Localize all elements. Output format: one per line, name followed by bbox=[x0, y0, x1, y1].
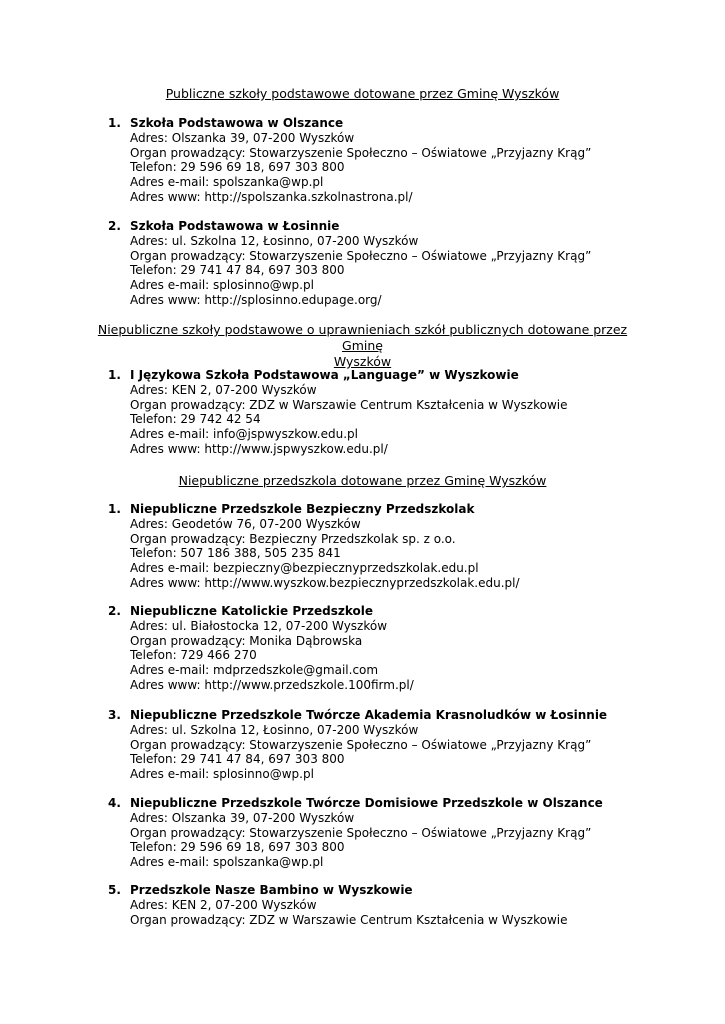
email-line: Adres e-mail: spolszanka@wp.pl bbox=[130, 175, 324, 190]
email-line: Adres e-mail: mdprzedszkole@gmail.com bbox=[130, 663, 379, 678]
list-item bbox=[108, 883, 668, 927]
item-number: 2. bbox=[108, 219, 121, 233]
organ-line: Organ prowadzący: ZDZ w Warszawie Centrum Kształcenia w Wyszkowie bbox=[130, 912, 568, 927]
address-line: Adres: KEN 2, 07-200 Wyszków bbox=[130, 383, 317, 397]
item-number: 3. bbox=[108, 708, 121, 722]
item-number: 4. bbox=[108, 796, 121, 810]
email-line: Adres e-mail: splosinno@wp.pl bbox=[130, 278, 314, 293]
email-line: Adres e-mail: bezpieczny@bezpiecznyprzedszkolak.edu.pl bbox=[130, 561, 479, 576]
organ-line: Organ prowadzący: Stowarzyszenie Społeczno – Oświatowe „Przyjazny Krąg” bbox=[130, 737, 592, 752]
item-title: Niepubliczne Przedszkole Twórcze Akademia Krasnoludków w Łosinnie bbox=[130, 708, 608, 722]
address-line: Adres: ul. Szkolna 12, Łosinno, 07-200 Wyszków bbox=[130, 234, 419, 248]
address-line: Adres: ul. Szkolna 12, Łosinno, 07-200 Wyszków bbox=[130, 723, 419, 737]
list-item bbox=[108, 116, 668, 205]
list-item bbox=[108, 219, 668, 308]
email-line: Adres e-mail: spolszanka@wp.pl bbox=[130, 855, 324, 870]
heading-line: Wyszków bbox=[333, 354, 392, 369]
organ-line: Organ prowadzący: Bezpieczny Przedszkolak sp. z o.o. bbox=[130, 531, 456, 546]
list-item bbox=[108, 796, 668, 870]
phone-line: Telefon: 29 596 69 18, 697 303 800 bbox=[130, 160, 345, 175]
email-line: Adres e-mail: info@jspwyszkow.edu.pl bbox=[130, 427, 358, 442]
www-line: Adres www: http://spolszanka.szkolnastrona.pl/ bbox=[130, 189, 413, 204]
email-line: Adres e-mail: splosinno@wp.pl bbox=[130, 767, 314, 782]
address-line: Adres: KEN 2, 07-200 Wyszków bbox=[130, 898, 317, 912]
item-number: 1. bbox=[108, 116, 121, 130]
item-title: Szkoła Podstawowa w Łosinnie bbox=[130, 219, 340, 233]
organ-line: Organ prowadzący: Stowarzyszenie Społeczno – Oświatowe „Przyjazny Krąg” bbox=[130, 825, 592, 840]
item-number: 2. bbox=[108, 604, 121, 618]
address-line: Adres: ul. Białostocka 12, 07-200 Wyszków bbox=[130, 619, 388, 633]
item-title: Przedszkole Nasze Bambino w Wyszkowie bbox=[130, 883, 413, 897]
item-title: Niepubliczne Katolickie Przedszkole bbox=[130, 604, 374, 618]
phone-line: Telefon: 507 186 388, 505 235 841 bbox=[130, 546, 341, 561]
section-heading-nonpublic-schools bbox=[80, 322, 645, 370]
item-title: I Językowa Szkoła Podstawowa „Language” w Wyszkowie bbox=[130, 368, 519, 382]
list-item bbox=[108, 368, 668, 457]
www-line: Adres www: http://www.jspwyszkow.edu.pl/ bbox=[130, 441, 388, 456]
item-title: Niepubliczne Przedszkole Twórcze Domisiowe Przedszkole w Olszance bbox=[130, 796, 603, 810]
phone-line: Telefon: 729 466 270 bbox=[130, 648, 257, 663]
list-item bbox=[108, 708, 668, 782]
section-heading-preschools: Niepubliczne przedszkola dotowane przez Gminę Wyszków bbox=[178, 473, 547, 488]
phone-line: Telefon: 29 742 42 54 bbox=[130, 412, 261, 427]
www-line: Adres www: http://splosinno.edupage.org/ bbox=[130, 292, 382, 307]
list-item bbox=[108, 502, 668, 591]
item-title: Niepubliczne Przedszkole Bezpieczny Przedszkolak bbox=[130, 502, 475, 516]
item-number: 5. bbox=[108, 883, 121, 897]
item-number: 1. bbox=[108, 368, 121, 382]
address-line: Adres: Olszanka 39, 07-200 Wyszków bbox=[130, 811, 355, 825]
item-title: Szkoła Podstawowa w Olszance bbox=[130, 116, 344, 130]
phone-line: Telefon: 29 741 47 84, 697 303 800 bbox=[130, 263, 345, 278]
address-line: Adres: Geodetów 76, 07-200 Wyszków bbox=[130, 517, 361, 531]
organ-line: Organ prowadzący: Stowarzyszenie Społeczno – Oświatowe „Przyjazny Krąg” bbox=[130, 145, 592, 160]
address-line: Adres: Olszanka 39, 07-200 Wyszków bbox=[130, 131, 355, 145]
heading-line: Niepubliczne szkoły podstawowe o uprawnieniach szkół publicznych dotowane przez Gminę bbox=[97, 322, 628, 353]
section-heading-public-schools: Publiczne szkoły podstawowe dotowane przez Gminę Wyszków bbox=[165, 86, 560, 101]
www-line: Adres www: http://www.przedszkole.100firm.pl/ bbox=[130, 677, 414, 692]
organ-line: Organ prowadzący: Stowarzyszenie Społeczno – Oświatowe „Przyjazny Krąg” bbox=[130, 248, 592, 263]
organ-line: Organ prowadzący: ZDZ w Warszawie Centrum Kształcenia w Wyszkowie bbox=[130, 397, 568, 412]
organ-line: Organ prowadzący: Monika Dąbrowska bbox=[130, 633, 363, 648]
www-line: Adres www: http://www.wyszkow.bezpiecznyprzedszkolak.edu.pl/ bbox=[130, 575, 520, 590]
item-number: 1. bbox=[108, 502, 121, 516]
phone-line: Telefon: 29 741 47 84, 697 303 800 bbox=[130, 752, 345, 767]
phone-line: Telefon: 29 596 69 18, 697 303 800 bbox=[130, 840, 345, 855]
list-item bbox=[108, 604, 668, 693]
